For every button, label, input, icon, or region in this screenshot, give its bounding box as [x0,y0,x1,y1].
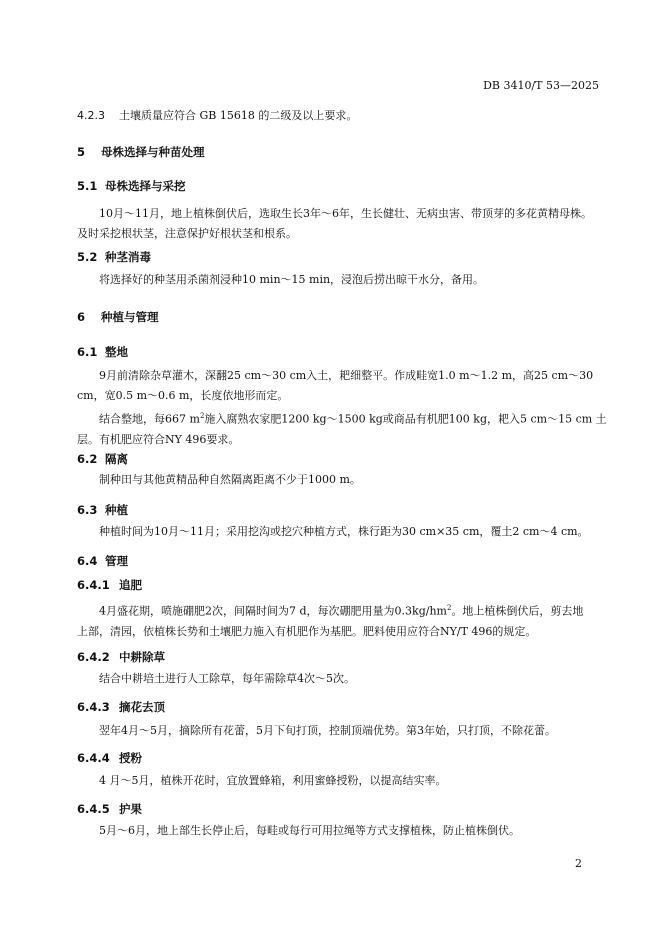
section-6-4-1-heading [77,577,142,593]
clause-4-2-3 [77,107,357,123]
text-segment: 结合整地，每667 m [99,412,200,426]
section-6-4-1-body [77,598,597,642]
section-6-4-5-body: 5月～6月，地上部生长停止后，每畦或每行可用拉绳等方式支撑植株，防止植株倒伏。 [99,824,520,837]
section-number: 6.4.2 [77,650,110,664]
paragraph-line: 层。有机肥应符合NY 496要求。 [77,432,240,446]
section-5-2-body: 将选择好的种茎用杀菌剂浸种10 min～15 min，浸泡后捞出晾干水分，备用。 [99,273,485,286]
section-6-1-heading [77,344,128,360]
clause-text: 土壤质量应符合 GB 15618 的二级及以上要求。 [119,109,358,122]
section-number: 6.4.3 [77,700,110,714]
section-6-4-3-heading [77,699,165,715]
section-number: 6.2 [77,452,98,466]
text-segment: 施入腐熟农家肥1200 kg～1500 kg或商品有机肥100 kg，耙入5 cm～15 cm 土 [204,412,607,426]
section-6-3-heading [77,502,128,518]
superscript: 2 [199,412,205,420]
section-6-3-body: 种植时间为10月～11月；采用挖沟或挖穴种植方式，株行距为30 cm×35 cm，覆土2 cm～4 cm。 [99,525,589,538]
section-number: 6 [77,310,86,324]
section-title: 中耕除草 [119,650,165,664]
section-6-4-heading [77,553,128,569]
section-6-4-4-heading [77,750,142,766]
section-title: 追肥 [119,578,142,592]
section-title: 整地 [105,345,128,359]
section-number: 6.4.4 [77,751,110,765]
section-6-heading [77,309,159,325]
section-number: 5 [77,145,86,159]
section-title: 摘花去顶 [119,700,165,714]
section-title: 管理 [105,554,128,568]
section-title: 护果 [119,802,142,816]
section-6-4-3-body: 翌年4月～5月，摘除所有花蕾，5月下旬打顶，控制顶端优势。第3年始，只打顶，不除花蕾。 [99,724,556,737]
section-6-4-2-body: 结合中耕培土进行人工除草，每年需除草4次～5次。 [99,672,355,685]
section-title: 母株选择与采挖 [105,179,186,193]
paragraph-line: cm，宽0.5 m～0.6 m，长度依地形而定。 [77,389,289,402]
clause-number: 4.2.3 [77,109,105,122]
section-5-2-heading [77,249,151,265]
superscript: 2 [446,604,452,612]
section-6-4-2-heading [77,649,165,665]
section-title: 种茎消毒 [105,250,151,264]
standard-code: DB 3410/T 53—2025 [483,79,599,92]
page-number: 2 [575,857,582,870]
section-6-4-4-body: 4 月～5月，植株开花时，宜放置蜂箱，利用蜜蜂授粉，以提高结实率。 [99,774,447,787]
text-segment: 。地上植株倒伏后，剪去地 [451,604,584,618]
section-title: 种植 [105,503,128,517]
section-6-2-heading [77,451,128,467]
paragraph-line: 上部，清园，依植株长势和土壤肥力施入有机肥作为基肥。肥料使用应符合NY/T 496的规定。 [77,624,537,638]
paragraph-line [77,406,607,430]
section-number: 5.1 [77,179,98,193]
section-number: 6.1 [77,345,98,359]
section-title: 授粉 [119,751,142,765]
paragraph-line [77,598,597,622]
section-6-1-body [77,366,607,450]
section-5-1-heading [77,178,186,194]
section-number: 6.4 [77,554,98,568]
section-6-4-5-heading [77,801,142,817]
section-title: 种植与管理 [101,310,159,324]
section-5-heading [77,144,205,160]
section-number: 5.2 [77,250,98,264]
section-6-2-body: 制种田与其他黄精品种自然隔离距离不少于1000 m。 [99,473,361,486]
section-title: 母株选择与种苗处理 [101,145,205,159]
section-number: 6.3 [77,503,98,517]
paragraph-line: 及时采挖根状茎，注意保护好根状茎和根系。 [77,227,297,240]
section-number: 6.4.1 [77,578,110,592]
section-5-1-body [77,204,597,244]
paragraph-line: 10月～11月，地上植株倒伏后，选取生长3年～6年，生长健壮、无病虫害、带顶芽的多花黄精母株。 [99,207,592,220]
section-number: 6.4.5 [77,802,110,816]
text-segment: 4月盛花期，喷施硼肥2次，间隔时间为7 d，每次硼肥用量为0.3kg/hm [99,604,447,618]
paragraph-line: 9月前清除杂草灌木，深翻25 cm～30 cm入土，耙细整平。作成畦宽1.0 m～1.2 m，高25 cm～30 [99,369,594,382]
section-title: 隔离 [105,452,128,466]
